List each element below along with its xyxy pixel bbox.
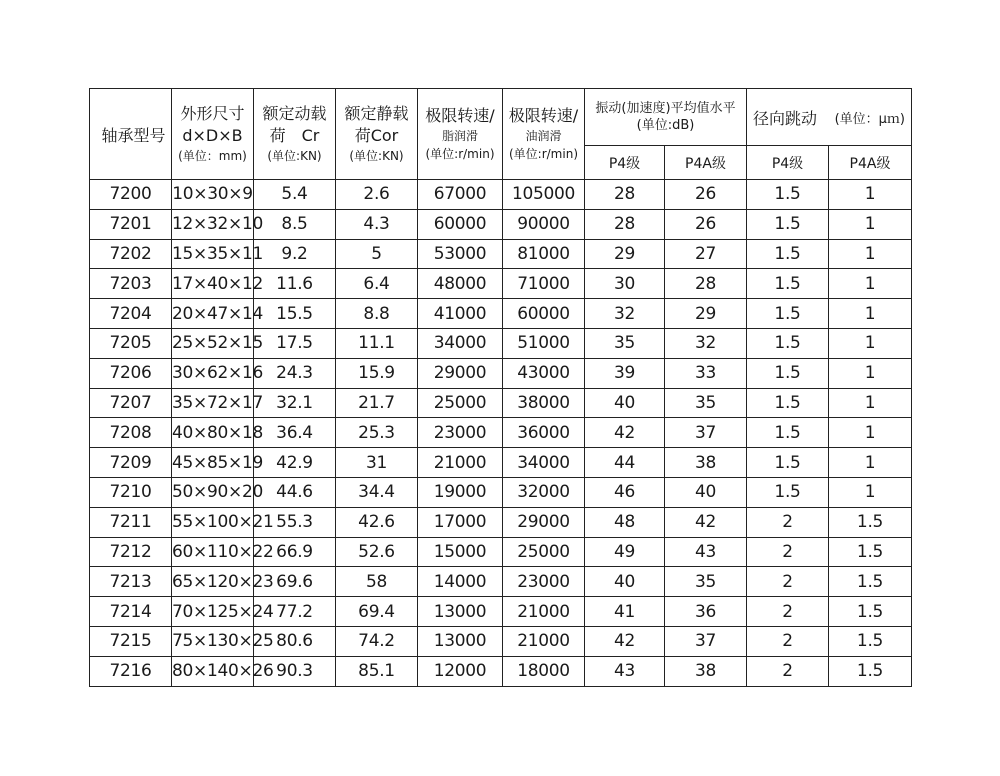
cell-grease-speed: 23000 <box>418 418 503 448</box>
cell-runout-p4: 2 <box>747 656 829 686</box>
cell-oil-speed: 38000 <box>503 388 585 418</box>
cell-vibration-p4a: 40 <box>665 477 747 507</box>
cell-vibration-p4a: 28 <box>665 269 747 299</box>
cell-vibration-p4: 49 <box>585 537 665 567</box>
cell-model: 7204 <box>90 299 172 329</box>
cell-dimensions: 50×90×20 <box>172 477 254 507</box>
cell-grease-speed: 12000 <box>418 656 503 686</box>
cell-runout-p4a: 1 <box>829 388 912 418</box>
cell-static-load: 8.8 <box>336 299 418 329</box>
cell-runout-p4: 1.5 <box>747 388 829 418</box>
cell-dynamic-load: 80.6 <box>254 626 336 656</box>
cell-runout-p4: 1.5 <box>747 269 829 299</box>
cell-vibration-p4a: 27 <box>665 239 747 269</box>
cell-dimensions: 60×110×22 <box>172 537 254 567</box>
table-row <box>90 388 912 418</box>
cell-oil-speed: 51000 <box>503 328 585 358</box>
header-dynamic-load-line2: 荷 Cr <box>269 126 320 145</box>
cell-vibration-p4: 42 <box>585 626 665 656</box>
cell-vibration-p4a: 33 <box>665 358 747 388</box>
cell-dimensions: 10×30×9 <box>172 180 254 210</box>
header-grease-speed-unit: (单位:r/min) <box>425 147 495 161</box>
header-radial-runout-unit: (单位：μｍ) <box>834 111 905 127</box>
cell-oil-speed: 21000 <box>503 626 585 656</box>
cell-grease-speed: 17000 <box>418 507 503 537</box>
header-vibration-p4: P4级 <box>585 146 665 180</box>
cell-static-load: 2.6 <box>336 180 418 210</box>
cell-dynamic-load: 11.6 <box>254 269 336 299</box>
cell-oil-speed: 18000 <box>503 656 585 686</box>
cell-grease-speed: 21000 <box>418 448 503 478</box>
table-row <box>90 299 912 329</box>
header-runout-p4a: P4A级 <box>829 146 912 180</box>
cell-static-load: 15.9 <box>336 358 418 388</box>
cell-oil-speed: 71000 <box>503 269 585 299</box>
cell-oil-speed: 60000 <box>503 299 585 329</box>
cell-model: 7202 <box>90 239 172 269</box>
cell-static-load: 52.6 <box>336 537 418 567</box>
cell-vibration-p4: 29 <box>585 239 665 269</box>
header-static-load-line2: 荷Cor <box>354 126 399 145</box>
cell-dynamic-load: 32.1 <box>254 388 336 418</box>
cell-oil-speed: 23000 <box>503 567 585 597</box>
cell-grease-speed: 67000 <box>418 180 503 210</box>
cell-runout-p4a: 1 <box>829 477 912 507</box>
cell-runout-p4: 1.5 <box>747 239 829 269</box>
cell-oil-speed: 32000 <box>503 477 585 507</box>
header-runout-p4: P4级 <box>747 146 829 180</box>
cell-static-load: 11.1 <box>336 328 418 358</box>
cell-dynamic-load: 44.6 <box>254 477 336 507</box>
cell-model: 7201 <box>90 209 172 239</box>
cell-grease-speed: 13000 <box>418 597 503 627</box>
cell-runout-p4: 1.5 <box>747 358 829 388</box>
cell-dimensions: 17×40×12 <box>172 269 254 299</box>
cell-grease-speed: 53000 <box>418 239 503 269</box>
cell-dimensions: 40×80×18 <box>172 418 254 448</box>
cell-vibration-p4: 40 <box>585 388 665 418</box>
cell-vibration-p4: 30 <box>585 269 665 299</box>
cell-static-load: 34.4 <box>336 477 418 507</box>
cell-oil-speed: 25000 <box>503 537 585 567</box>
header-vibration-label: 振动(加速度)平均值水平(单位:dB) <box>595 101 736 133</box>
cell-vibration-p4a: 43 <box>665 537 747 567</box>
header-grease-speed-line2: 脂润滑 <box>441 129 478 143</box>
cell-runout-p4: 2 <box>747 537 829 567</box>
cell-runout-p4: 2 <box>747 626 829 656</box>
cell-runout-p4a: 1 <box>829 418 912 448</box>
cell-runout-p4: 1.5 <box>747 418 829 448</box>
header-row-main <box>90 89 912 146</box>
cell-runout-p4a: 1.5 <box>829 597 912 627</box>
table-row <box>90 597 912 627</box>
header-oil-speed <box>503 89 585 180</box>
cell-vibration-p4a: 42 <box>665 507 747 537</box>
cell-grease-speed: 34000 <box>418 328 503 358</box>
cell-runout-p4: 1.5 <box>747 328 829 358</box>
cell-runout-p4a: 1 <box>829 299 912 329</box>
cell-vibration-p4: 46 <box>585 477 665 507</box>
cell-runout-p4a: 1.5 <box>829 567 912 597</box>
table-body <box>90 180 912 687</box>
cell-oil-speed: 90000 <box>503 209 585 239</box>
cell-dimensions: 65×120×23 <box>172 567 254 597</box>
cell-vibration-p4a: 36 <box>665 597 747 627</box>
cell-vibration-p4: 43 <box>585 656 665 686</box>
header-radial-runout <box>747 89 912 146</box>
header-radial-runout-label: 径向跳动 <box>753 108 818 128</box>
cell-model: 7214 <box>90 597 172 627</box>
header-dimensions-line2: d×D×B <box>182 126 243 145</box>
header-model-label: 轴承型号 <box>101 125 166 145</box>
header-oil-speed-unit: (单位:r/min) <box>508 147 578 161</box>
cell-static-load: 4.3 <box>336 209 418 239</box>
table-row <box>90 656 912 686</box>
cell-dynamic-load: 55.3 <box>254 507 336 537</box>
cell-dimensions: 70×125×24 <box>172 597 254 627</box>
cell-grease-speed: 14000 <box>418 567 503 597</box>
cell-oil-speed: 21000 <box>503 597 585 627</box>
cell-static-load: 6.4 <box>336 269 418 299</box>
table-row <box>90 418 912 448</box>
header-oil-speed-line2: 油润滑 <box>525 129 562 143</box>
cell-vibration-p4a: 32 <box>665 328 747 358</box>
cell-runout-p4a: 1 <box>829 209 912 239</box>
cell-vibration-p4: 41 <box>585 597 665 627</box>
cell-static-load: 25.3 <box>336 418 418 448</box>
cell-oil-speed: 105000 <box>503 180 585 210</box>
cell-model: 7210 <box>90 477 172 507</box>
cell-grease-speed: 25000 <box>418 388 503 418</box>
cell-runout-p4a: 1 <box>829 180 912 210</box>
cell-static-load: 69.4 <box>336 597 418 627</box>
cell-dynamic-load: 8.5 <box>254 209 336 239</box>
header-model <box>90 89 172 180</box>
header-dynamic-load <box>254 89 336 180</box>
cell-model: 7211 <box>90 507 172 537</box>
cell-dimensions: 20×47×14 <box>172 299 254 329</box>
cell-oil-speed: 81000 <box>503 239 585 269</box>
cell-model: 7208 <box>90 418 172 448</box>
header-dimensions <box>172 89 254 180</box>
cell-dimensions: 55×100×21 <box>172 507 254 537</box>
cell-dimensions: 80×140×26 <box>172 656 254 686</box>
cell-dimensions: 35×72×17 <box>172 388 254 418</box>
cell-model: 7206 <box>90 358 172 388</box>
cell-runout-p4: 2 <box>747 567 829 597</box>
table-row <box>90 239 912 269</box>
table-row <box>90 567 912 597</box>
cell-dynamic-load: 69.6 <box>254 567 336 597</box>
cell-vibration-p4: 40 <box>585 567 665 597</box>
cell-runout-p4a: 1.5 <box>829 626 912 656</box>
cell-model: 7203 <box>90 269 172 299</box>
cell-dynamic-load: 5.4 <box>254 180 336 210</box>
cell-runout-p4a: 1 <box>829 239 912 269</box>
cell-oil-speed: 29000 <box>503 507 585 537</box>
cell-static-load: 58 <box>336 567 418 597</box>
table-row <box>90 269 912 299</box>
cell-grease-speed: 48000 <box>418 269 503 299</box>
cell-grease-speed: 29000 <box>418 358 503 388</box>
header-static-load-line1: 额定静载 <box>344 104 409 123</box>
cell-dimensions: 15×35×11 <box>172 239 254 269</box>
cell-model: 7215 <box>90 626 172 656</box>
cell-vibration-p4a: 26 <box>665 209 747 239</box>
table-row <box>90 328 912 358</box>
cell-dynamic-load: 42.9 <box>254 448 336 478</box>
cell-model: 7207 <box>90 388 172 418</box>
header-static-load <box>336 89 418 180</box>
cell-vibration-p4a: 37 <box>665 418 747 448</box>
cell-vibration-p4a: 35 <box>665 388 747 418</box>
cell-static-load: 5 <box>336 239 418 269</box>
cell-runout-p4a: 1.5 <box>829 507 912 537</box>
cell-vibration-p4: 44 <box>585 448 665 478</box>
table-row <box>90 209 912 239</box>
cell-vibration-p4a: 38 <box>665 448 747 478</box>
header-dynamic-load-unit: (单位:KN) <box>267 149 322 163</box>
cell-dynamic-load: 15.5 <box>254 299 336 329</box>
cell-vibration-p4a: 26 <box>665 180 747 210</box>
header-vibration-p4a: P4A级 <box>665 146 747 180</box>
header-oil-speed-line1: 极限转速/ <box>508 106 579 125</box>
cell-model: 7200 <box>90 180 172 210</box>
table-row <box>90 507 912 537</box>
cell-grease-speed: 41000 <box>418 299 503 329</box>
header-vibration <box>585 89 747 146</box>
cell-vibration-p4a: 38 <box>665 656 747 686</box>
cell-dynamic-load: 17.5 <box>254 328 336 358</box>
cell-vibration-p4: 28 <box>585 209 665 239</box>
bearing-spec-table <box>89 88 912 687</box>
cell-grease-speed: 13000 <box>418 626 503 656</box>
cell-vibration-p4: 48 <box>585 507 665 537</box>
cell-model: 7216 <box>90 656 172 686</box>
cell-runout-p4: 1.5 <box>747 209 829 239</box>
cell-vibration-p4: 28 <box>585 180 665 210</box>
cell-static-load: 21.7 <box>336 388 418 418</box>
cell-vibration-p4: 42 <box>585 418 665 448</box>
cell-oil-speed: 34000 <box>503 448 585 478</box>
header-grease-speed <box>418 89 503 180</box>
cell-dynamic-load: 36.4 <box>254 418 336 448</box>
cell-model: 7205 <box>90 328 172 358</box>
cell-oil-speed: 36000 <box>503 418 585 448</box>
cell-dimensions: 25×52×15 <box>172 328 254 358</box>
header-grease-speed-line1: 极限转速/ <box>425 106 495 125</box>
cell-vibration-p4: 39 <box>585 358 665 388</box>
cell-static-load: 42.6 <box>336 507 418 537</box>
cell-static-load: 31 <box>336 448 418 478</box>
table-row <box>90 448 912 478</box>
table-row <box>90 358 912 388</box>
cell-runout-p4: 2 <box>747 597 829 627</box>
cell-vibration-p4a: 35 <box>665 567 747 597</box>
table-row <box>90 626 912 656</box>
cell-grease-speed: 19000 <box>418 477 503 507</box>
cell-vibration-p4a: 29 <box>665 299 747 329</box>
cell-model: 7213 <box>90 567 172 597</box>
cell-grease-speed: 15000 <box>418 537 503 567</box>
cell-runout-p4: 2 <box>747 507 829 537</box>
cell-dimensions: 30×62×16 <box>172 358 254 388</box>
cell-dynamic-load: 66.9 <box>254 537 336 567</box>
cell-vibration-p4a: 37 <box>665 626 747 656</box>
cell-grease-speed: 60000 <box>418 209 503 239</box>
cell-runout-p4: 1.5 <box>747 299 829 329</box>
cell-runout-p4a: 1 <box>829 269 912 299</box>
cell-runout-p4a: 1.5 <box>829 656 912 686</box>
cell-model: 7212 <box>90 537 172 567</box>
header-dimensions-line1: 外形尺寸 <box>180 104 245 123</box>
cell-static-load: 85.1 <box>336 656 418 686</box>
cell-static-load: 74.2 <box>336 626 418 656</box>
table-row <box>90 477 912 507</box>
cell-oil-speed: 43000 <box>503 358 585 388</box>
cell-dimensions: 45×85×19 <box>172 448 254 478</box>
cell-dynamic-load: 90.3 <box>254 656 336 686</box>
cell-runout-p4: 1.5 <box>747 477 829 507</box>
cell-dynamic-load: 9.2 <box>254 239 336 269</box>
header-dimensions-unit: (单位：mm) <box>178 149 247 163</box>
table-row <box>90 537 912 567</box>
cell-dimensions: 12×32×10 <box>172 209 254 239</box>
header-static-load-unit: (单位:KN) <box>349 149 404 163</box>
table-row <box>90 180 912 210</box>
cell-runout-p4a: 1 <box>829 358 912 388</box>
cell-runout-p4a: 1.5 <box>829 537 912 567</box>
cell-runout-p4: 1.5 <box>747 448 829 478</box>
cell-dynamic-load: 24.3 <box>254 358 336 388</box>
cell-vibration-p4: 35 <box>585 328 665 358</box>
cell-runout-p4: 1.5 <box>747 180 829 210</box>
cell-model: 7209 <box>90 448 172 478</box>
cell-dynamic-load: 77.2 <box>254 597 336 627</box>
cell-vibration-p4: 32 <box>585 299 665 329</box>
cell-runout-p4a: 1 <box>829 448 912 478</box>
header-dynamic-load-line1: 额定动载 <box>262 104 327 123</box>
cell-dimensions: 75×130×25 <box>172 626 254 656</box>
cell-runout-p4a: 1 <box>829 328 912 358</box>
